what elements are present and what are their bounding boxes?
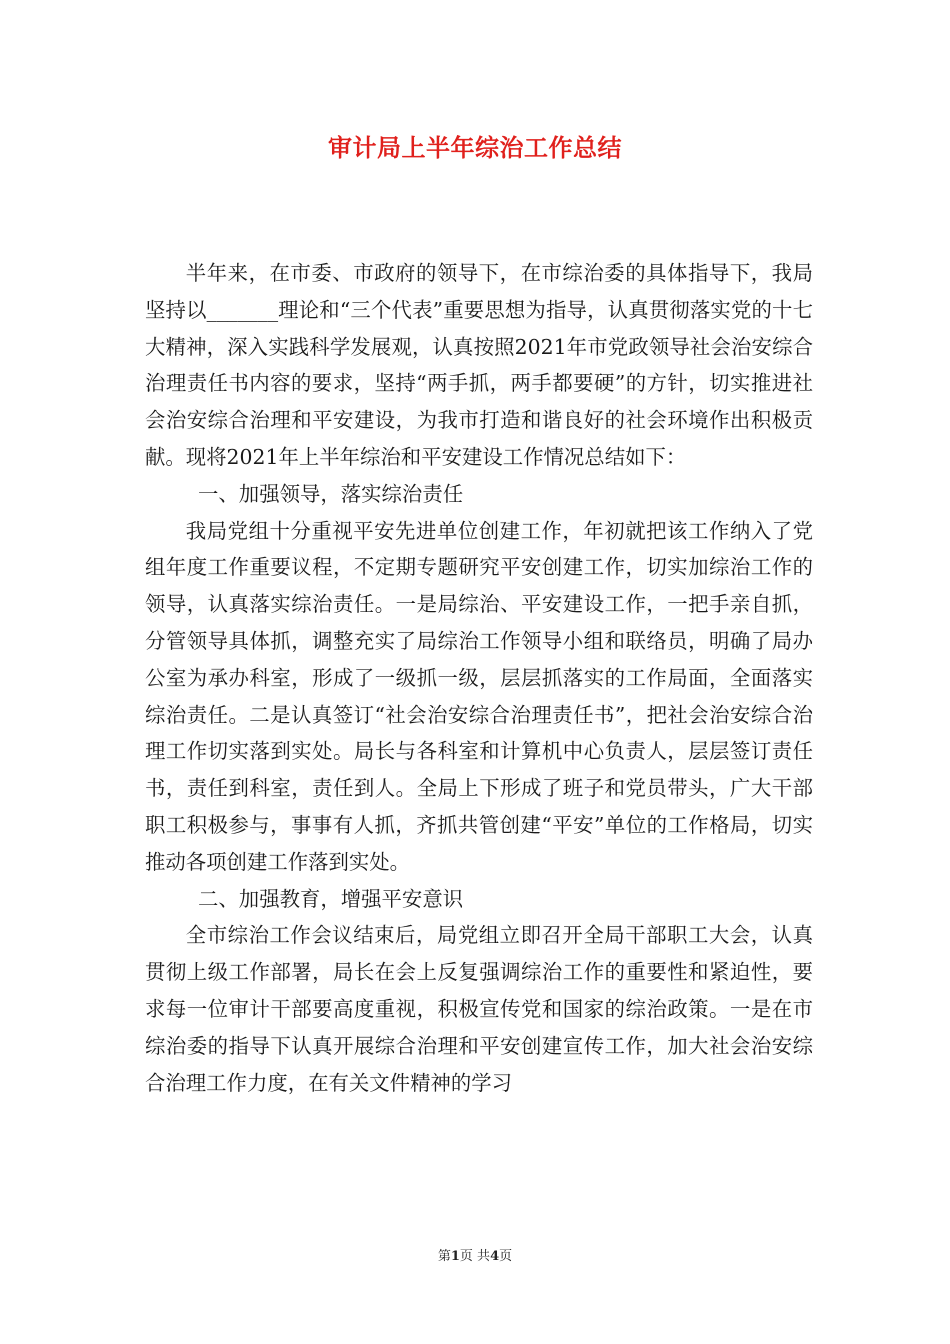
footer-suffix: 页 [499, 1249, 513, 1264]
paragraph-section-1: 我局党组十分重视平安先进单位创建工作，年初就把该工作纳入了党组年度工作重要议程，不定期专题研究平安创建工作，切实加综治工作的领导，认真落实综治责任。一是局综治、平安建设工作，一把手亲自抓，分管领导具体抓，调整充实了局综治工作领导小组和联络员，明确了局办公室为承办科室，形成了一级抓一级，层层抓落实的工作局面，全面落实综治责任。二是认真签订“社会治安综合治理责任书”，把社会治安综合治理工作切实落到实处。局长与各科室和计算机中心负责人，层层签订责任书，责任到科室，责任到人。全局上下形成了班子和党员带头，广大干部职工积极参与，事事有人抓，齐抓共管创建“平安”单位的工作格局，切实推动各项创建工作落到实处。 [145, 518, 813, 874]
document-title: 审计局上半年综治工作总结 [328, 133, 622, 162]
page-footer [0, 1247, 950, 1267]
section-heading-2: 二、加强教育，增强平安意识 [198, 886, 464, 911]
document-body [145, 255, 813, 1101]
footer-total-pages: 4 [490, 1249, 500, 1264]
paragraph-intro: 半年来，在市委、市政府的领导下，在市综治委的具体指导下，我局坚持以_______理论和“三个代表”重要思想为指导，认真贯彻落实党的十七大精神，深入实践科学发展观，认真按照2021年市党政领导社会治安综合治理责任书内容的要求，坚持“两手抓，两手都要硬”的方针，切实推进社会治安综合治理和平安建设，为我市打造和谐良好的社会环境作出积极贡献。现将2021年上半年综治和平安建设工作情况总结如下： [145, 261, 813, 469]
footer-prefix: 第 [437, 1249, 451, 1264]
section-heading-1: 一、加强领导，落实综治责任 [198, 481, 464, 506]
paragraph-section-2: 全市综治工作会议结束后，局党组立即召开全局干部职工大会，认真贯彻上级工作部署，局长在会上反复强调综治工作的重要性和紧迫性，要求每一位审计干部要高度重视，积极宣传党和国家的综治政策。一是在市综治委的指导下认真开展综合治理和平安创建宣传工作，加大社会治安综合治理工作力度，在有关文件精神的学习 [145, 923, 813, 1095]
footer-page-number: 1 [450, 1249, 460, 1264]
footer-middle: 页 共 [459, 1249, 491, 1264]
